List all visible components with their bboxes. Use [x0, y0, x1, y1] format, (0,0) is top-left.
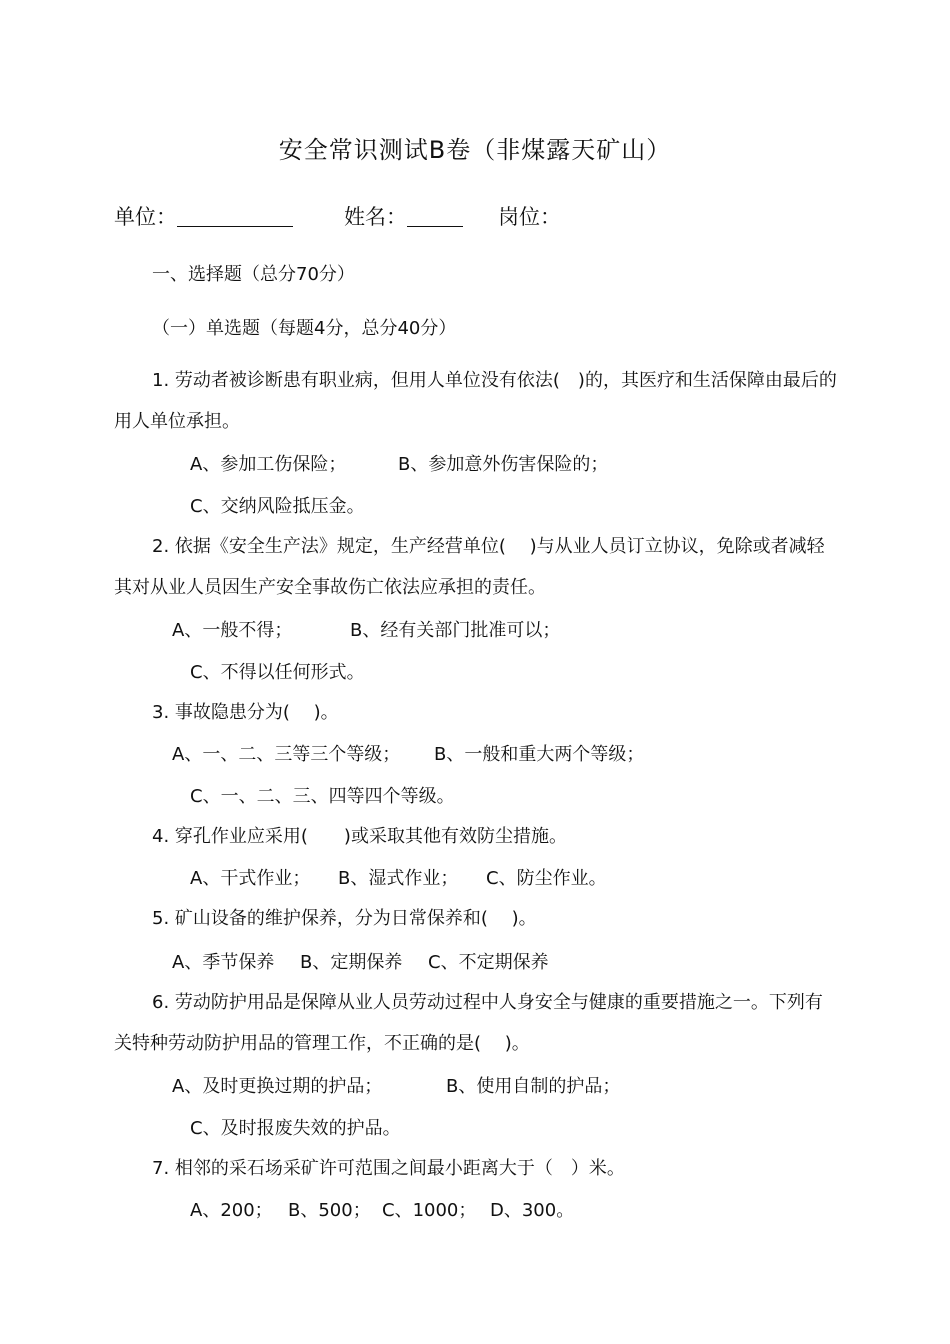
- question-1-text: 1. 劳动者被诊断患有职业病，但用人单位没有依法( )的，其医疗和生活保障由最后的用人单位承担。: [114, 370, 837, 432]
- q5-option-a[interactable]: A、季节保养: [172, 952, 275, 973]
- q6-option-a[interactable]: A、及时更换过期的护品；: [172, 1076, 383, 1097]
- question-3-text: 3. 事故隐患分为( )。: [152, 702, 339, 723]
- q2-option-b[interactable]: B、经有关部门批准可以；: [350, 620, 561, 641]
- q5-option-c[interactable]: C、不定期保养: [428, 952, 549, 973]
- unit-label: 单位：: [114, 205, 177, 229]
- q4-option-c[interactable]: C、防尘作业。: [486, 868, 607, 889]
- document-title: 安全常识测试B卷（非煤露天矿山）: [278, 136, 672, 164]
- q7-option-b[interactable]: B、500；: [288, 1200, 371, 1221]
- q1-option-b[interactable]: B、参加意外伤害保险的；: [398, 454, 609, 475]
- q6-option-b[interactable]: B、使用自制的护品；: [446, 1076, 621, 1097]
- q3-option-a[interactable]: A、一、二、三等三个等级；: [172, 744, 401, 765]
- q2-option-c[interactable]: C、不得以任何形式。: [190, 662, 365, 683]
- q1-option-c[interactable]: C、交纳风险抵压金。: [190, 496, 365, 517]
- question-2-text: 2. 依据《安全生产法》规定，生产经营单位( )与从业人员订立协议，免除或者减轻其对从业人员因生产安全事故伤亡依法应承担的责任。: [114, 536, 825, 598]
- q4-option-b[interactable]: B、湿式作业；: [338, 868, 459, 889]
- post-label: 岗位：: [498, 205, 561, 229]
- unit-blank[interactable]: [177, 202, 293, 227]
- q1-option-a[interactable]: A、参加工伤保险；: [190, 454, 347, 475]
- name-blank[interactable]: [407, 202, 463, 227]
- question-6-text: 6. 劳动防护用品是保障从业人员劳动过程中人身安全与健康的重要措施之一。下列有关特种劳动防护用品的管理工作，不正确的是( )。: [114, 992, 823, 1054]
- q2-option-a[interactable]: A、一般不得；: [172, 620, 293, 641]
- q3-option-b[interactable]: B、一般和重大两个等级；: [434, 744, 645, 765]
- unit-field: [114, 202, 293, 232]
- question-4-text: 4. 穿孔作业应采用( )或采取其他有效防尘措施。: [152, 826, 567, 847]
- post-field: [498, 202, 561, 232]
- name-label: 姓名：: [344, 205, 407, 229]
- q5-option-b[interactable]: B、定期保养: [300, 952, 403, 973]
- q6-option-c[interactable]: C、及时报废失效的护品。: [190, 1118, 401, 1139]
- q7-option-a[interactable]: A、200；: [190, 1200, 273, 1221]
- q3-option-c[interactable]: C、一、二、三、四等四个等级。: [190, 786, 455, 807]
- q7-option-c[interactable]: C、1000；: [382, 1200, 477, 1221]
- question-5-text: 5. 矿山设备的维护保养，分为日常保养和( )。: [152, 908, 537, 929]
- q7-option-d[interactable]: D、300。: [490, 1200, 575, 1221]
- subsection-heading: （一）单选题（每题4分，总分40分）: [152, 318, 457, 339]
- info-row: [114, 202, 874, 236]
- q4-option-a[interactable]: A、干式作业；: [190, 868, 311, 889]
- section-heading: 一、选择题（总分70分）: [152, 264, 355, 285]
- question-7-text: 7. 相邻的采石场采矿许可范围之间最小距离大于（ ）米。: [152, 1158, 625, 1179]
- name-field: [344, 202, 463, 232]
